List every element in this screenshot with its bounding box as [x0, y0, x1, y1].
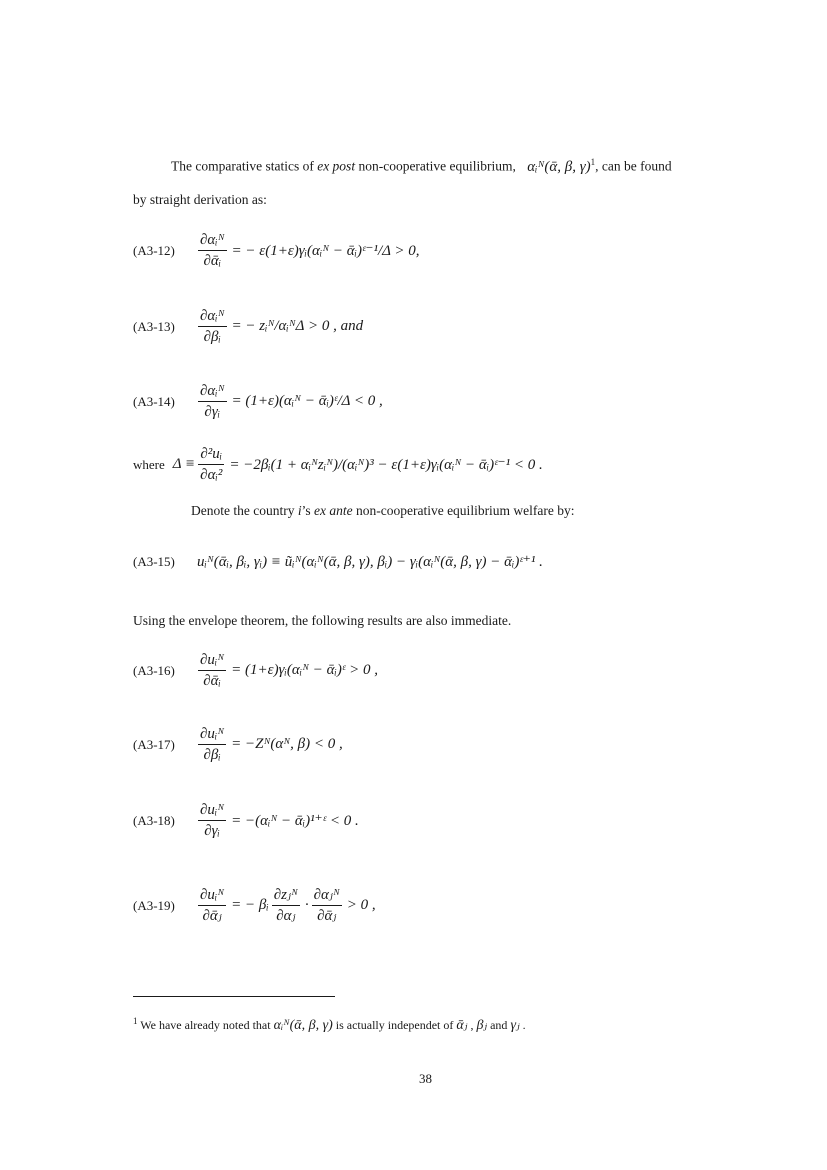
derivative-fraction — [198, 381, 227, 422]
equation-a3-13 — [133, 306, 363, 347]
derivative-fraction — [198, 306, 227, 347]
equation-rhs: = −Zᴺ(αᴺ, β) < 0 , — [231, 736, 343, 752]
intro-line-1 — [171, 153, 672, 176]
equation-a3-14 — [133, 381, 383, 422]
fraction-denominator: ∂γᵢ — [204, 404, 221, 420]
fraction-denominator: ∂ᾱⱼ — [202, 908, 222, 924]
ex-ante-term: ex ante — [314, 503, 353, 518]
derivative-fraction — [198, 800, 226, 841]
footnote-math-1: αᵢᴺ(ᾱ, β, γ) — [273, 1018, 333, 1033]
footnote-math-4: γⱼ — [510, 1018, 520, 1033]
footnote-ref[interactable]: 1 — [590, 157, 596, 167]
fraction-numerator: ∂²uᵢ — [200, 446, 223, 462]
footnote-divider — [133, 996, 335, 997]
fraction-numerator: ∂uᵢᴺ — [200, 887, 225, 903]
fraction-numerator: ∂uᵢᴺ — [200, 802, 225, 818]
fraction-numerator: ∂αᵢᴺ — [200, 383, 225, 399]
denote-sentence — [191, 502, 575, 520]
fraction-denominator: ∂ᾱᵢ — [203, 253, 222, 269]
equation-middle: = − βᵢ — [231, 897, 269, 913]
fraction-numerator: ∂αᵢᴺ — [200, 232, 225, 248]
equation-rhs: = (1+ε)(αᵢᴺ − ᾱᵢ)ᵋ/Δ < 0 , — [231, 393, 383, 409]
derivative-fraction — [198, 650, 226, 691]
equation-rhs: = −(αᵢᴺ − ᾱᵢ)¹⁺ᵋ < 0 . — [231, 813, 359, 829]
footnote-separator: , — [467, 1018, 477, 1032]
intro-tail: , can be found — [595, 158, 672, 174]
denote-after: non-cooperative equilibrium welfare by: — [352, 503, 575, 518]
product-dot: · — [304, 897, 309, 913]
equation-rhs: = − ε(1+ε)γᵢ(αᵢᴺ − ᾱᵢ)ᵋ⁻¹/Δ > 0, — [231, 243, 420, 259]
equation-label: (A3-14) — [133, 393, 175, 409]
footnote-text-3: and — [487, 1018, 511, 1032]
equation-a3-19 — [133, 885, 376, 926]
delta-symbol: Δ ≡ — [172, 456, 196, 472]
fraction-denominator: ∂βᵢ — [203, 747, 221, 763]
footnote-text-1: We have already noted that — [137, 1018, 274, 1032]
equation-a3-17 — [133, 724, 343, 765]
equation-rhs: = − zᵢᴺ/αᵢᴺΔ > 0 , and — [231, 318, 364, 334]
fraction-denominator: ∂αⱼ — [276, 908, 296, 924]
fraction-numerator: ∂uᵢᴺ — [200, 652, 225, 668]
fraction-numerator: ∂zⱼᴺ — [273, 887, 298, 903]
footnote-math-2: ᾱⱼ — [456, 1018, 468, 1033]
welfare-definition: uᵢᴺ(ᾱᵢ, βᵢ, γᵢ) ≡ ũᵢᴺ(αᵢᴺ(ᾱ, β, γ), βᵢ) − γᵢ(αᵢᴺ(ᾱ, β, γ) − ᾱᵢ)ᵋ⁺¹ . — [197, 554, 543, 570]
equation-tail: > 0 , — [346, 897, 376, 913]
fraction-denominator: ∂γᵢ — [204, 823, 220, 839]
derivative-fraction — [198, 724, 226, 765]
equation-a3-18 — [133, 800, 359, 841]
footnote-end: . — [519, 1018, 526, 1032]
delta-rhs: = −2βᵢ(1 + αᵢᴺzᵢᴺ)/(αᵢᴺ)³ − ε(1+ε)γᵢ(αᵢᴺ − ᾱᵢ)ᵋ⁻¹ < 0 . — [229, 457, 543, 473]
derivative-fraction-3 — [312, 885, 342, 926]
page-number: 38 — [419, 1071, 432, 1086]
footnote-mark: 1 — [133, 1016, 138, 1026]
equation-a3-12 — [133, 230, 420, 271]
fraction-denominator: ∂ᾱⱼ — [317, 908, 337, 924]
equation-label: (A3-19) — [133, 897, 175, 913]
intro-text-before: The comparative statics of — [171, 158, 318, 174]
delta-definition — [133, 444, 543, 485]
fraction-numerator: ∂αᵢᴺ — [200, 308, 225, 324]
envelope-sentence: Using the envelope theorem, the following results are also immediate. — [133, 613, 512, 628]
fraction-numerator: ∂αⱼᴺ — [313, 887, 340, 903]
equation-label: (A3-16) — [133, 662, 175, 678]
equation-a3-15 — [133, 552, 543, 571]
derivative-fraction — [198, 230, 227, 271]
footnote — [133, 1016, 526, 1034]
equation-a3-16 — [133, 650, 378, 691]
footnote-text-2: is actually independet of — [332, 1018, 457, 1032]
equation-rhs: = (1+ε)γᵢ(αᵢᴺ − ᾱᵢ)ᵋ > 0 , — [231, 662, 379, 678]
fraction-denominator: ∂ᾱᵢ — [203, 673, 221, 689]
equilibrium-symbol: αᵢᴺ(ᾱ, β, γ) — [527, 158, 591, 175]
equation-label: (A3-15) — [133, 553, 175, 569]
derivative-fraction-2 — [272, 885, 300, 926]
equation-label: (A3-13) — [133, 318, 175, 334]
denote-before: Denote the country — [191, 503, 298, 518]
country-index: i — [297, 503, 302, 518]
intro-line-2: by straight derivation as: — [133, 192, 267, 207]
fraction-numerator: ∂uᵢᴺ — [200, 726, 225, 742]
footnote-math-3: βⱼ — [476, 1018, 488, 1033]
derivative-fraction-1 — [198, 885, 226, 926]
fraction-denominator: ∂αᵢ² — [200, 467, 223, 483]
second-derivative-fraction — [198, 444, 224, 485]
equation-label: (A3-12) — [133, 242, 175, 258]
denote-mid: ’s — [301, 503, 314, 518]
where-word: where — [133, 456, 165, 472]
fraction-denominator: ∂βᵢ — [203, 329, 221, 345]
equation-label: (A3-18) — [133, 812, 175, 828]
intro-text-after: non-cooperative equilibrium, — [355, 158, 520, 174]
equation-label: (A3-17) — [133, 736, 175, 752]
ex-post-term: ex post — [317, 158, 356, 174]
